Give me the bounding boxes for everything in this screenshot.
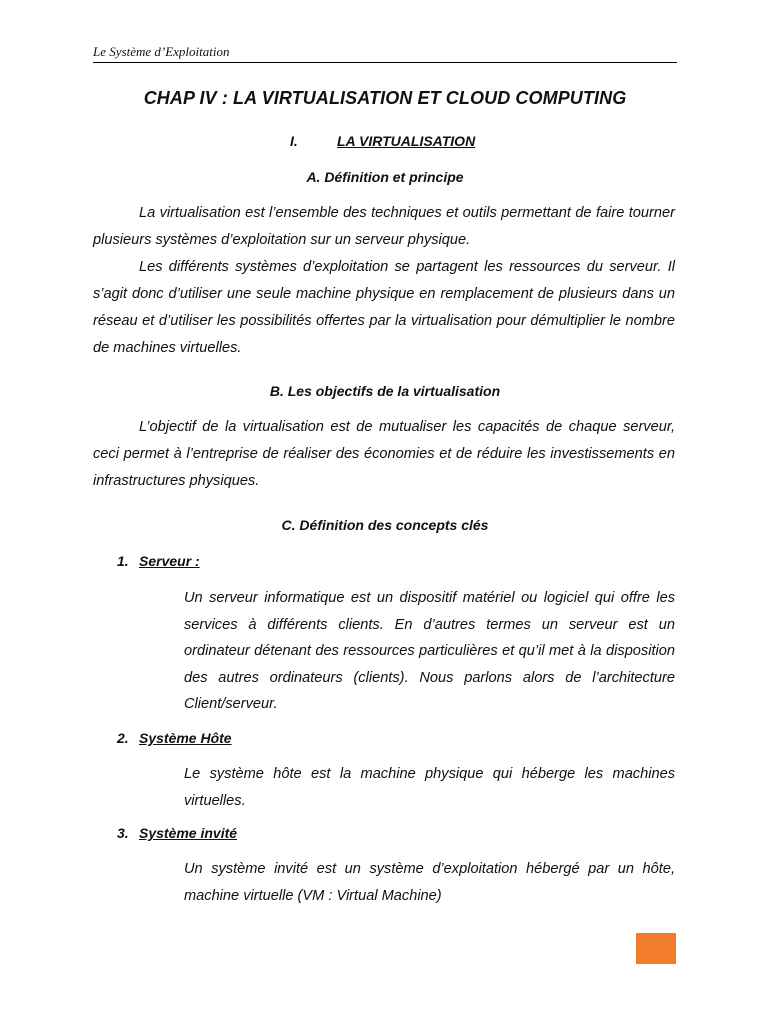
subsection-heading-b: B. Les objectifs de la virtualisation	[269, 383, 501, 399]
paragraph: Les différents systèmes d’exploitation se partagent les ressources du serveur. Il s’agit donc d’utiliser une seule machine physique en remplacement de plusieurs dans un réseau et d’utiliser les possibilités offertes par la virtualisation pour démultiplier le nombre de machines virtuelles.	[93, 259, 675, 356]
section-b-body	[93, 414, 675, 495]
concept-item-heading	[117, 730, 232, 746]
section-a-body	[93, 200, 675, 362]
concept-item-heading	[117, 825, 237, 841]
concept-definition: Le système hôte est la machine physique qui héberge les machines virtuelles.	[184, 766, 675, 809]
page-number-box	[636, 933, 676, 964]
concept-definition: Un système invité est un système d’exploitation hébergé par un hôte, machine virtuelle (VM : Virtual Machine)	[184, 861, 675, 904]
item-title: Serveur :	[139, 553, 200, 569]
concept-definition: Un serveur informatique est un dispositif matériel ou logiciel qui offre les services à différents clients. En d’autres termes un serveur est un ordinateur détenant des ressources particulières et qu’il met à la disposition des autres ordinateurs (clients). Nous parlons alors de l’architecture Client/serveur.	[184, 590, 675, 712]
chapter-title: CHAP IV : LA VIRTUALISATION ET CLOUD COMPUTING	[143, 88, 627, 108]
item-number: 2.	[117, 730, 129, 746]
item-title: Système invité	[139, 825, 238, 841]
section-heading-1	[290, 133, 475, 149]
section-title: LA VIRTUALISATION	[337, 133, 476, 149]
running-title: Le Système d’Exploitation	[93, 44, 230, 59]
item-number: 1.	[117, 553, 129, 569]
paragraph: L’objectif de la virtualisation est de mutualiser les capacités de chaque serveur, ceci permet à l’entreprise de réaliser des économies et de réduire les investissements en infrastructures physiques.	[93, 419, 675, 489]
paragraph: La virtualisation est l’ensemble des techniques et outils permettant de faire tourner plusieurs systèmes d’exploitation sur un serveur physique.	[93, 205, 675, 248]
item-number: 3.	[117, 825, 129, 841]
subsection-heading-a: A. Définition et principe	[306, 169, 464, 185]
subsection-heading-c: C. Définition des concepts clés	[281, 517, 489, 533]
running-header	[93, 44, 677, 63]
item-title: Système Hôte	[139, 730, 232, 746]
concept-item-heading	[117, 553, 200, 569]
section-number: I.	[290, 133, 298, 149]
